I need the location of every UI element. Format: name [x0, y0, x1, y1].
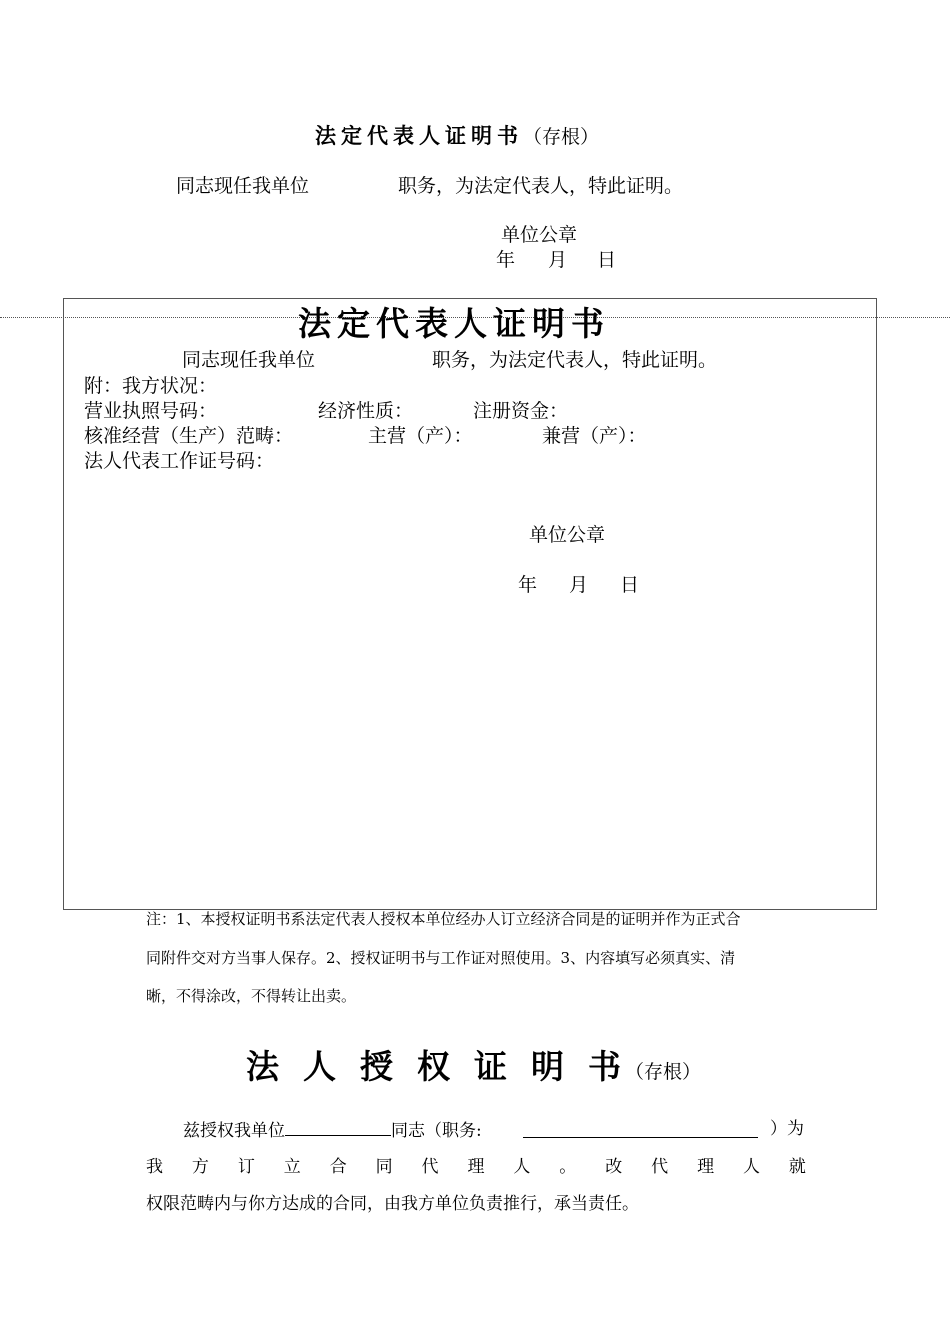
auth-title-char: 明	[531, 1047, 564, 1086]
note-line-3: 晰，不得涂改，不得转让出卖。	[146, 987, 357, 1005]
auth-line2-char: 立	[283, 1157, 301, 1177]
cert-title: 法定代表人证明书	[298, 304, 610, 343]
auth-line2-char: 代	[421, 1157, 439, 1177]
auth-line1-a: 兹授权我单位	[183, 1121, 285, 1141]
auth-line1-c: ）为	[770, 1119, 804, 1139]
cert-scope-label: 核准经营（生产）范畴：	[84, 425, 294, 447]
stub-title: 法定代表人证明书	[315, 123, 523, 148]
auth-line2-char: 订	[237, 1157, 255, 1177]
stub-seal: 单位公章	[501, 224, 578, 246]
auth-title-char: 书	[588, 1047, 621, 1086]
auth-line2-char: 方	[191, 1157, 209, 1177]
stub-line1-b: 职务，为法定代表人，特此证明。	[398, 175, 684, 197]
auth-title-suffix: （存根）	[625, 1061, 702, 1083]
cert-main-label: 主营（产）：	[368, 425, 473, 447]
auth-line2-char: 同	[375, 1157, 393, 1177]
auth-title-char: 授	[360, 1047, 393, 1086]
auth-line2-char: 代	[651, 1157, 669, 1177]
auth-line2	[146, 1159, 806, 1176]
stub-date-year: 年	[496, 249, 516, 271]
cert-line1-b: 职务，为法定代表人，特此证明。	[432, 349, 718, 371]
auth-title-char: 权	[417, 1047, 450, 1086]
cert-nature-label: 经济性质：	[318, 400, 414, 422]
auth-line3: 权限范畴内与你方达成的合同，由我方单位负责推行，承当责任。	[146, 1194, 639, 1214]
note-line-2: 同附件交对方当事人保存。2、授权证明书与工作证对照使用。3、内容填写必须真实、清	[146, 949, 736, 967]
auth-line2-char: 人	[742, 1157, 760, 1177]
auth-line1	[183, 1121, 482, 1140]
stub-date-month: 月	[548, 249, 568, 271]
stub-title-block	[315, 125, 599, 147]
stub-line1-a: 同志现任我单位	[176, 175, 310, 197]
auth-line2-char: 。	[559, 1157, 577, 1177]
cert-license-label: 营业执照号码：	[84, 400, 218, 422]
auth-line2-char: 改	[605, 1157, 623, 1177]
cert-capital-label: 注册资金：	[473, 400, 569, 422]
stub-title-suffix: （存根）	[523, 126, 600, 148]
stub-date-day: 日	[597, 249, 617, 271]
auth-title-block	[246, 1047, 702, 1086]
auth-title-char: 法	[246, 1047, 279, 1086]
auth-line2-char: 人	[513, 1157, 531, 1177]
auth-line2-char: 合	[329, 1157, 347, 1177]
cert-attach: 附：我方状况：	[84, 375, 218, 397]
cert-date-year: 年	[518, 574, 538, 596]
note-line-1: 注：1、本授权证明书系法定代表人授权本单位经办人订立经济合同是的证明并作为正式合	[146, 910, 741, 928]
position-blank[interactable]	[523, 1123, 758, 1138]
cert-id-label: 法人代表工作证号码：	[84, 450, 275, 472]
auth-line1-b: 同志（职务:	[391, 1121, 482, 1141]
cert-date-day: 日	[620, 574, 640, 596]
auth-title-char: 人	[303, 1047, 336, 1086]
auth-title-char: 证	[474, 1047, 507, 1086]
cert-seal: 单位公章	[529, 524, 606, 546]
auth-line2-char: 理	[697, 1157, 715, 1177]
cert-date-month: 月	[569, 574, 589, 596]
auth-line2-char: 理	[467, 1157, 485, 1177]
cert-line1-a: 同志现任我单位	[182, 349, 316, 371]
cert-side-label: 兼营（产）：	[542, 425, 647, 447]
unit-person-blank[interactable]	[285, 1121, 391, 1136]
auth-line2-char: 就	[788, 1157, 806, 1177]
auth-line2-char: 我	[146, 1157, 163, 1177]
